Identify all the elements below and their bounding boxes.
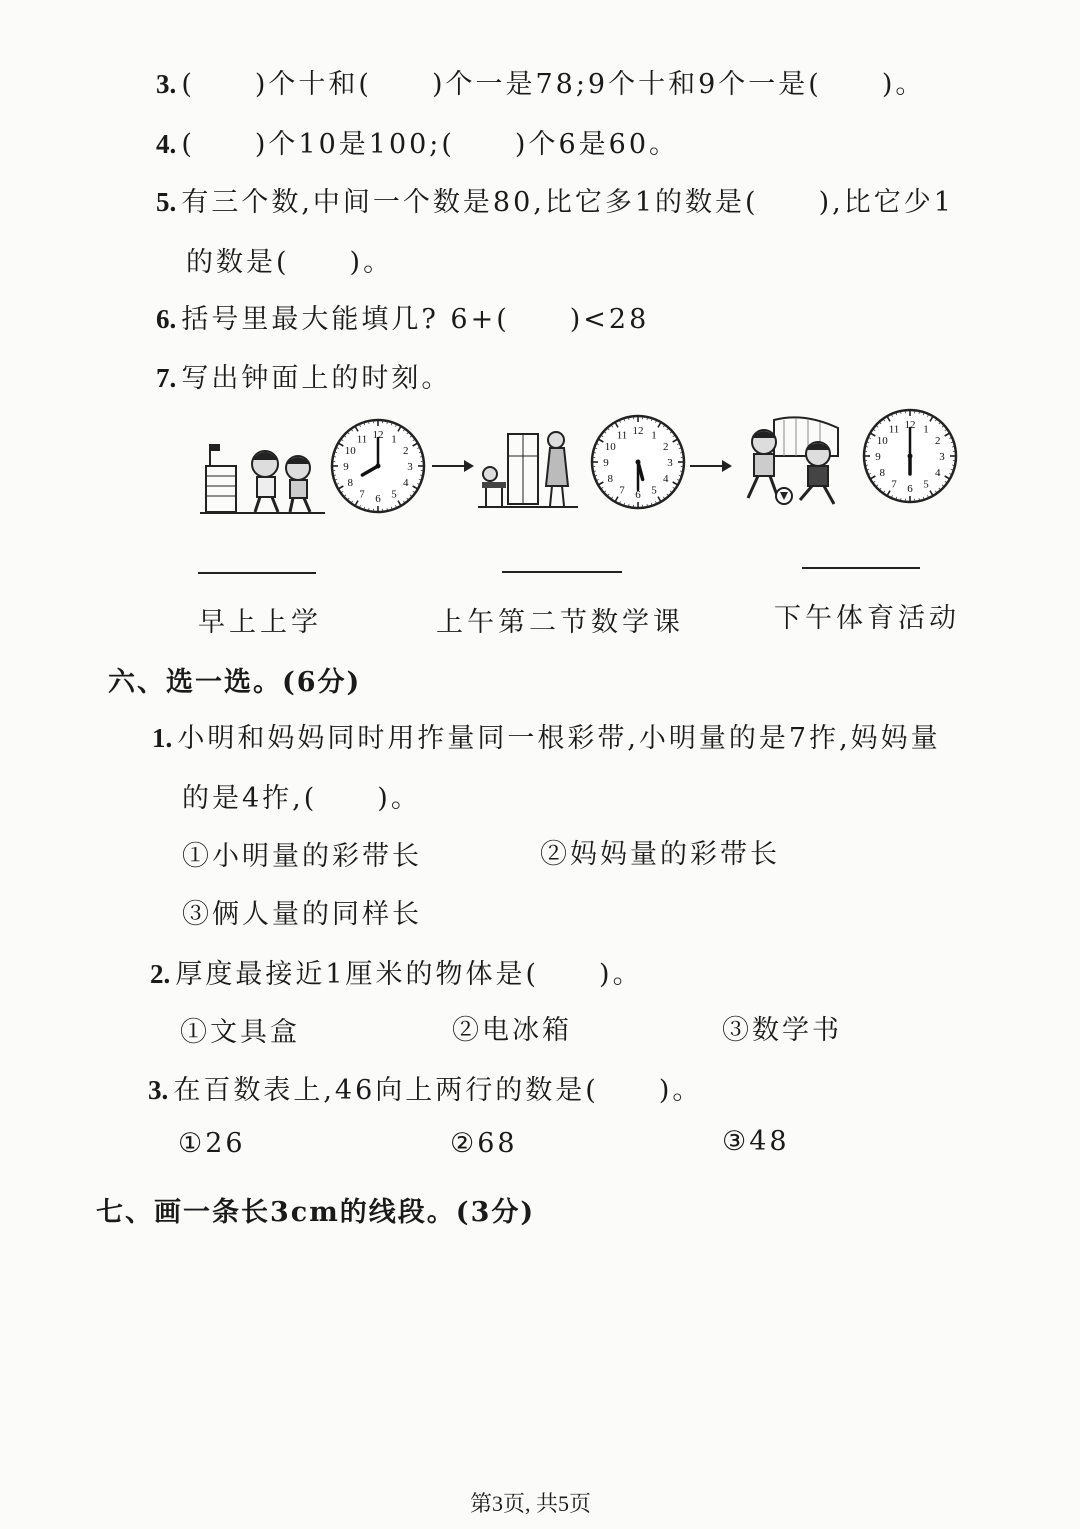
question-number: 3. [156, 69, 177, 99]
clock-number: 8 [879, 467, 886, 479]
clock-number: 9 [343, 461, 349, 473]
option[interactable]: ①文具盒 [180, 1017, 300, 1048]
clock-number: 4 [662, 473, 669, 485]
question-text: ( )个10是100;( )个6是60。 [181, 129, 680, 160]
answer-blank-line[interactable] [502, 571, 622, 573]
clock-number: 6 [635, 489, 641, 501]
question-number: 2. [150, 959, 171, 989]
clock-number: 5 [651, 484, 657, 497]
clock-pivot [376, 464, 381, 469]
choice-question-2 [150, 952, 643, 991]
question-5 [156, 180, 954, 219]
question-3 [156, 62, 925, 101]
right-arrow-icon [690, 458, 734, 474]
question-text: 有三个数,中间一个数是80,比它多1的数是( ),比它少1 [181, 187, 954, 218]
clock-number: 4 [402, 477, 409, 489]
clock-number: 10 [604, 441, 616, 453]
clock-number: 6 [907, 483, 913, 495]
soccer-illustration [734, 414, 852, 510]
clock-number: 2 [934, 435, 941, 447]
choice-question-3 [148, 1068, 702, 1107]
clock-number: 7 [891, 478, 897, 491]
question-text: 括号里最大能填几? 6+( )<28 [181, 304, 650, 335]
clock-number: 8 [607, 473, 614, 485]
answer-blank-line[interactable] [198, 572, 316, 574]
choice-question-1 [152, 716, 941, 755]
clock-number: 9 [875, 451, 881, 463]
clock-number: 4 [934, 467, 941, 479]
section-title: 六、选一选。(6分) [108, 667, 362, 698]
clock-number: 9 [603, 457, 609, 469]
clock-pivot [636, 460, 641, 465]
question-number: 3. [148, 1075, 169, 1105]
clock-number: 11 [356, 433, 368, 446]
clock-number: 8 [347, 477, 354, 489]
answer-blank-line[interactable] [802, 567, 920, 569]
clock-pivot [908, 454, 913, 459]
clock-number: 5 [391, 488, 397, 501]
clock-number: 3 [667, 457, 673, 469]
classroom-illustration [478, 426, 578, 512]
clock-number: 10 [344, 445, 356, 457]
drawing-area[interactable] [120, 1250, 960, 1430]
option[interactable]: ②68 [450, 1128, 518, 1159]
clock-number: 11 [616, 429, 628, 442]
clock-face [328, 416, 428, 516]
question-number: 5. [156, 187, 177, 217]
clock-number: 7 [619, 484, 625, 497]
clock-number: 7 [359, 488, 365, 501]
question-continuation: 的是4拃,( )。 [182, 783, 421, 814]
clock-number: 11 [888, 423, 900, 436]
clock-number: 2 [662, 441, 669, 453]
question-number: 4. [156, 129, 177, 159]
clock-number: 6 [375, 493, 381, 505]
option[interactable]: ③数学书 [722, 1015, 842, 1046]
section-title: 七、画一条长3cm的线段。(3分) [96, 1197, 536, 1228]
clock-caption: 上午第二节数学课 [436, 607, 684, 638]
question-4 [156, 122, 679, 161]
question-number: 1. [152, 723, 173, 753]
option[interactable]: ②妈妈量的彩带长 [540, 839, 780, 870]
question-text: 写出钟面上的时刻。 [181, 363, 452, 394]
clock-number: 12 [904, 419, 916, 431]
clock-number: 1 [391, 433, 397, 446]
clock-number: 3 [939, 451, 945, 463]
option[interactable]: ③俩人量的同样长 [182, 899, 422, 930]
option[interactable]: ①26 [178, 1128, 246, 1159]
clock-number: 5 [923, 478, 929, 491]
clock-number: 3 [407, 461, 413, 473]
option[interactable]: ①小明量的彩带长 [182, 841, 422, 872]
clock-number: 1 [651, 429, 657, 442]
clock-caption: 下午体育活动 [774, 603, 960, 634]
question-text: ( )个十和( )个一是78;9个十和9个一是( )。 [181, 69, 926, 100]
question-text: 小明和妈妈同时用拃量同一根彩带,小明量的是7拃,妈妈量 [177, 723, 941, 754]
question-6 [156, 297, 649, 336]
clock-number: 10 [876, 435, 888, 447]
school-children-illustration [200, 436, 325, 516]
question-text: 厚度最接近1厘米的物体是( )。 [175, 959, 643, 990]
clock-caption: 早上上学 [198, 607, 322, 638]
clock-number: 2 [402, 445, 409, 457]
page-footer: 第3页, 共5页 [470, 1491, 592, 1516]
clock-number: 1 [923, 423, 929, 436]
clock-number: 12 [372, 429, 384, 441]
question-text: 在百数表上,46向上两行的数是( )。 [173, 1075, 703, 1106]
question-5-continuation: 的数是( )。 [186, 247, 394, 278]
clock-face [860, 406, 960, 506]
option[interactable]: ③48 [722, 1126, 790, 1157]
clock-face [588, 412, 688, 512]
question-7 [156, 356, 451, 395]
option[interactable]: ②电冰箱 [452, 1015, 572, 1046]
question-number: 7. [156, 363, 177, 393]
clock-number: 12 [632, 425, 644, 437]
right-arrow-icon [432, 458, 476, 474]
question-number: 6. [156, 304, 177, 334]
